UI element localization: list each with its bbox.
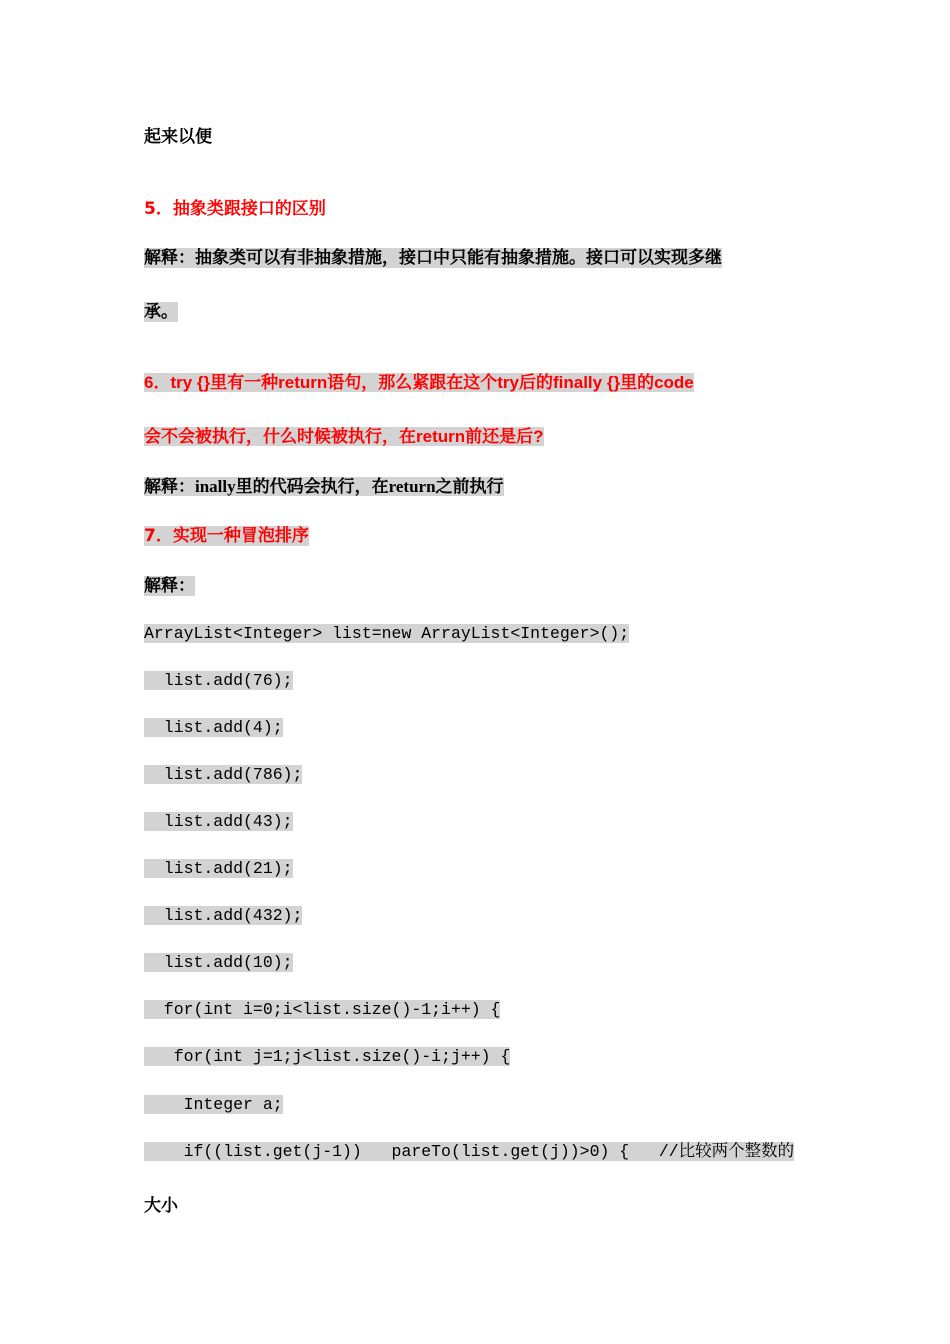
code-line-2: list.add(76);	[144, 671, 293, 690]
answer-5-line-2: 承。	[144, 302, 178, 322]
text-line-continuation: 起来以便	[144, 127, 212, 147]
code-comment-continuation: 大小	[144, 1196, 178, 1216]
code-line-3: list.add(4);	[144, 718, 283, 737]
code-line-4: list.add(786);	[144, 765, 303, 784]
code-line-12: if((list.get(j-1)) pareTo(list.get(j))>0) { //比较两个整数的	[144, 1142, 795, 1161]
code-line-10: for(int j=1;j<list.size()-i;j++) {	[144, 1047, 511, 1066]
heading-question-5: 5．抽象类跟接口的区别	[144, 199, 326, 219]
code-line-11: Integer a;	[144, 1095, 283, 1114]
answer-7-label: 解释：	[144, 576, 195, 596]
answer-6: 解释：inally里的代码会执行，在return之前执行	[144, 477, 504, 496]
answer-5-line-1: 解释：抽象类可以有非抽象措施，接口中只能有抽象措施。接口可以实现多继	[144, 248, 722, 268]
code-line-1: ArrayList<Integer> list=new ArrayList<Integer>();	[144, 624, 630, 643]
code-line-8: list.add(10);	[144, 953, 293, 972]
code-line-6: list.add(21);	[144, 859, 293, 878]
code-line-7: list.add(432);	[144, 906, 303, 925]
heading-question-7: 7．实现一种冒泡排序	[144, 526, 309, 546]
code-line-5: list.add(43);	[144, 812, 293, 831]
heading-question-6-line-1: 6．try {}里有一种return语句，那么紧跟在这个try后的finally {}里的code	[144, 373, 694, 392]
code-line-9: for(int i=0;i<list.size()-1;i++) {	[144, 1000, 501, 1019]
heading-question-6-line-2: 会不会被执行，什么时候被执行，在return前还是后?	[144, 427, 544, 446]
